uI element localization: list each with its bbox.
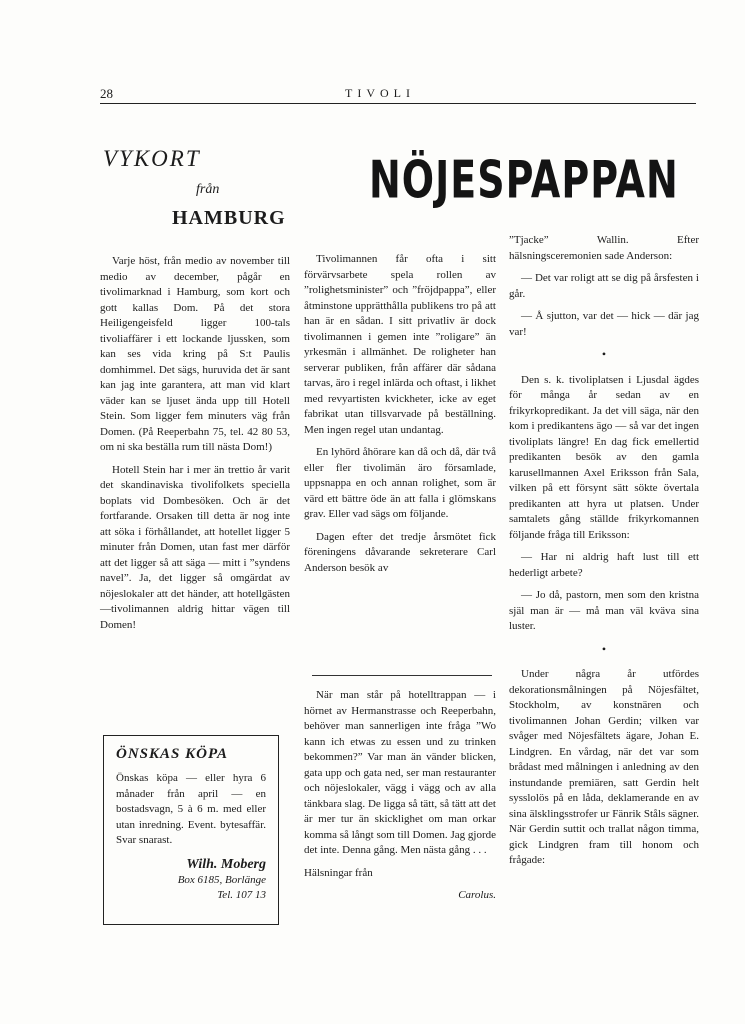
left-article-title-city: HAMBURG bbox=[172, 207, 286, 229]
main-article-column-3 bbox=[509, 233, 699, 876]
paragraph: — Det var roligt att se dig på årsfesten i går. bbox=[509, 272, 699, 300]
section-divider bbox=[312, 675, 492, 676]
page-number: 28 bbox=[100, 86, 113, 101]
classified-ad bbox=[103, 735, 279, 925]
paragraph: — Jo då, pastorn, men som den kristna själ man är — må man väl kväva sina luster. bbox=[509, 589, 699, 632]
paragraph: Tivolimannen får ofta i sitt förvärvsarbete spela rollen av ”rolighetsminister” och ”fröjdpappa”, eller åtminstone upprätthålla publikens tro på att han är en sådan. I sitt privatliv är dock tivolimannen i gemen inte ”roligare” än yrkesmän i allmänhet. De roligheter han serverar publiken, från affärer där sådana tarvas, äro i regel inlärda och oftast, i likhet med revyartisten kvickheter, icke av eget fabrikat utan tillsvarvade på beställning. Men ingen regel utan undantag. bbox=[304, 253, 496, 436]
author-signature: Carolus. bbox=[458, 889, 496, 901]
ad-signature: Wilh. Moberg bbox=[186, 856, 266, 872]
running-title: TIVOLI bbox=[345, 86, 415, 100]
main-article-title: NÖJESPAPPAN bbox=[369, 150, 679, 210]
paragraph: Dagen efter det tredje årsmötet fick föreningens dåvarande sekreterare Carl Anderson besök av bbox=[304, 530, 496, 574]
ad-address: Box 6185, Borlänge bbox=[177, 873, 266, 886]
ad-phone: Tel. 107 13 bbox=[217, 888, 266, 901]
ad-title: ÖNSKAS KÖPA bbox=[116, 746, 229, 762]
hotel-story-continued bbox=[304, 688, 496, 904]
left-article-title: VYKORT bbox=[103, 146, 201, 171]
paragraph: En lyhörd åhörare kan då och då, där två eller fler tivolimän äro församlade, uppsnappa en och annan rolighet, som är värd ett bättre öde än att falla i glömskans grav. Eller vad sägs om följande. bbox=[304, 446, 496, 520]
ad-body: Önskas köpa — eller hyra 6 månader från april — en bostadsvagn, 5 à 6 m. med eller utan inredning. Event. bytesaffär. Svar snarast. bbox=[116, 772, 266, 846]
main-article-column-2 bbox=[304, 252, 496, 583]
paragraph: Varje höst, från medio av november till medio av december, pågår en tivolimarknad i Hamburg, som kort och gott kallas Dom. På det stora Heiligengeisfeld ligger 100-tals tivoliaffärer i ett lockande ljussken, som kan ses vida kring på S:t Paulis domhimmel. Det sägs, huruvida det är sant kan jag inte garantera, att man vid klart väder kan se ljuset ända upp till Hotell Stein. Som ligger fem minuters väg från Domen. (På Reeperbahn 75, tel. 42 80 53, om ni ska beställa rum till nästa Dom!) bbox=[100, 255, 290, 453]
greeting: Hälsningar från bbox=[304, 866, 373, 879]
left-article-body bbox=[100, 254, 290, 640]
paragraph: När man står på hotelltrappan — i hörnet av Hermanstrasse och Reeperbahn, behöver man sannerligen inte fråga ”Wo kann ich etwas zu essen und zu trinken bekommen?” Var man än vänder blicken, gata upp och gata ned, ser man restauranter och nöjeslokaler, vägg i vägg och av alla tänkbara slag. De ligga så tätt, så tätt att det är mer tur än skicklighet om man orkar komma så långt som till Domen. Jag gjorde det inte. Denna gång. Men nästa gång . . . bbox=[304, 689, 496, 856]
header-rule bbox=[100, 103, 696, 104]
separator-dot: • bbox=[601, 347, 607, 361]
paragraph: ”Tjacke” Wallin. Efter hälsningsceremonien sade Anderson: bbox=[509, 234, 699, 262]
separator-dot: • bbox=[601, 641, 607, 656]
paragraph: Under några år utfördes dekorationsmålningen på Nöjesfältet, Stockholm, av konstnären och tivolimannen Johan Gerdin; vilken var svåger med Nöjesfältets ägare, Johan E. Lindgren. En vårdag, när det var som brådast med målningen i anledning av den instundande premiären, satt Gerdin helt sysslolös på en låda, deklamerande en av sina älsklingsstrofer ur Fänrik Ståls sägner. När Gerdin suttit och trallat någon timma, gick Lindgren fram till honom och frågade: bbox=[509, 668, 699, 866]
paragraph: — Å sjutton, var det — hick — där jag var! bbox=[509, 310, 699, 338]
left-article-title-from: från bbox=[196, 182, 220, 197]
paragraph: — Har ni aldrig haft lust till ett hederligt arbete? bbox=[509, 551, 699, 579]
paragraph: Den s. k. tivoliplatsen i Ljusdal ägdes för många år sedan av en frikyrkopredikant. Ja det vill säga, när den kom i predikantens ägo — så var det ingen tivoliplats längre! En dag fick emellertid predikanten besök av den gamla karusellmannen Axel Eriksson från Sala, vilken på ett försynt sätt sökte övertala predikanten att hyra ut platsen. Under samtalets gång ställde frikyrkomannen följande fråga till Eriksson: bbox=[509, 373, 699, 541]
paragraph: Hotell Stein har i mer än trettio år varit det skandinaviska tivolifolkets speciella boplats vid Dombesöken. Och är det fortfarande. Orsaken till detta är nog inte att söka i förhållandet, att hotellet ligger 5 minuter från Domen, utan fast mer därför att det ligger så att säga — mitt i ”syndens navel”. Ja, det ligger så omgärdat av nöjeslokaler att det händer, att hotellgästen—tivolimannen aldrig hittar vägen till Domen! bbox=[100, 463, 290, 631]
